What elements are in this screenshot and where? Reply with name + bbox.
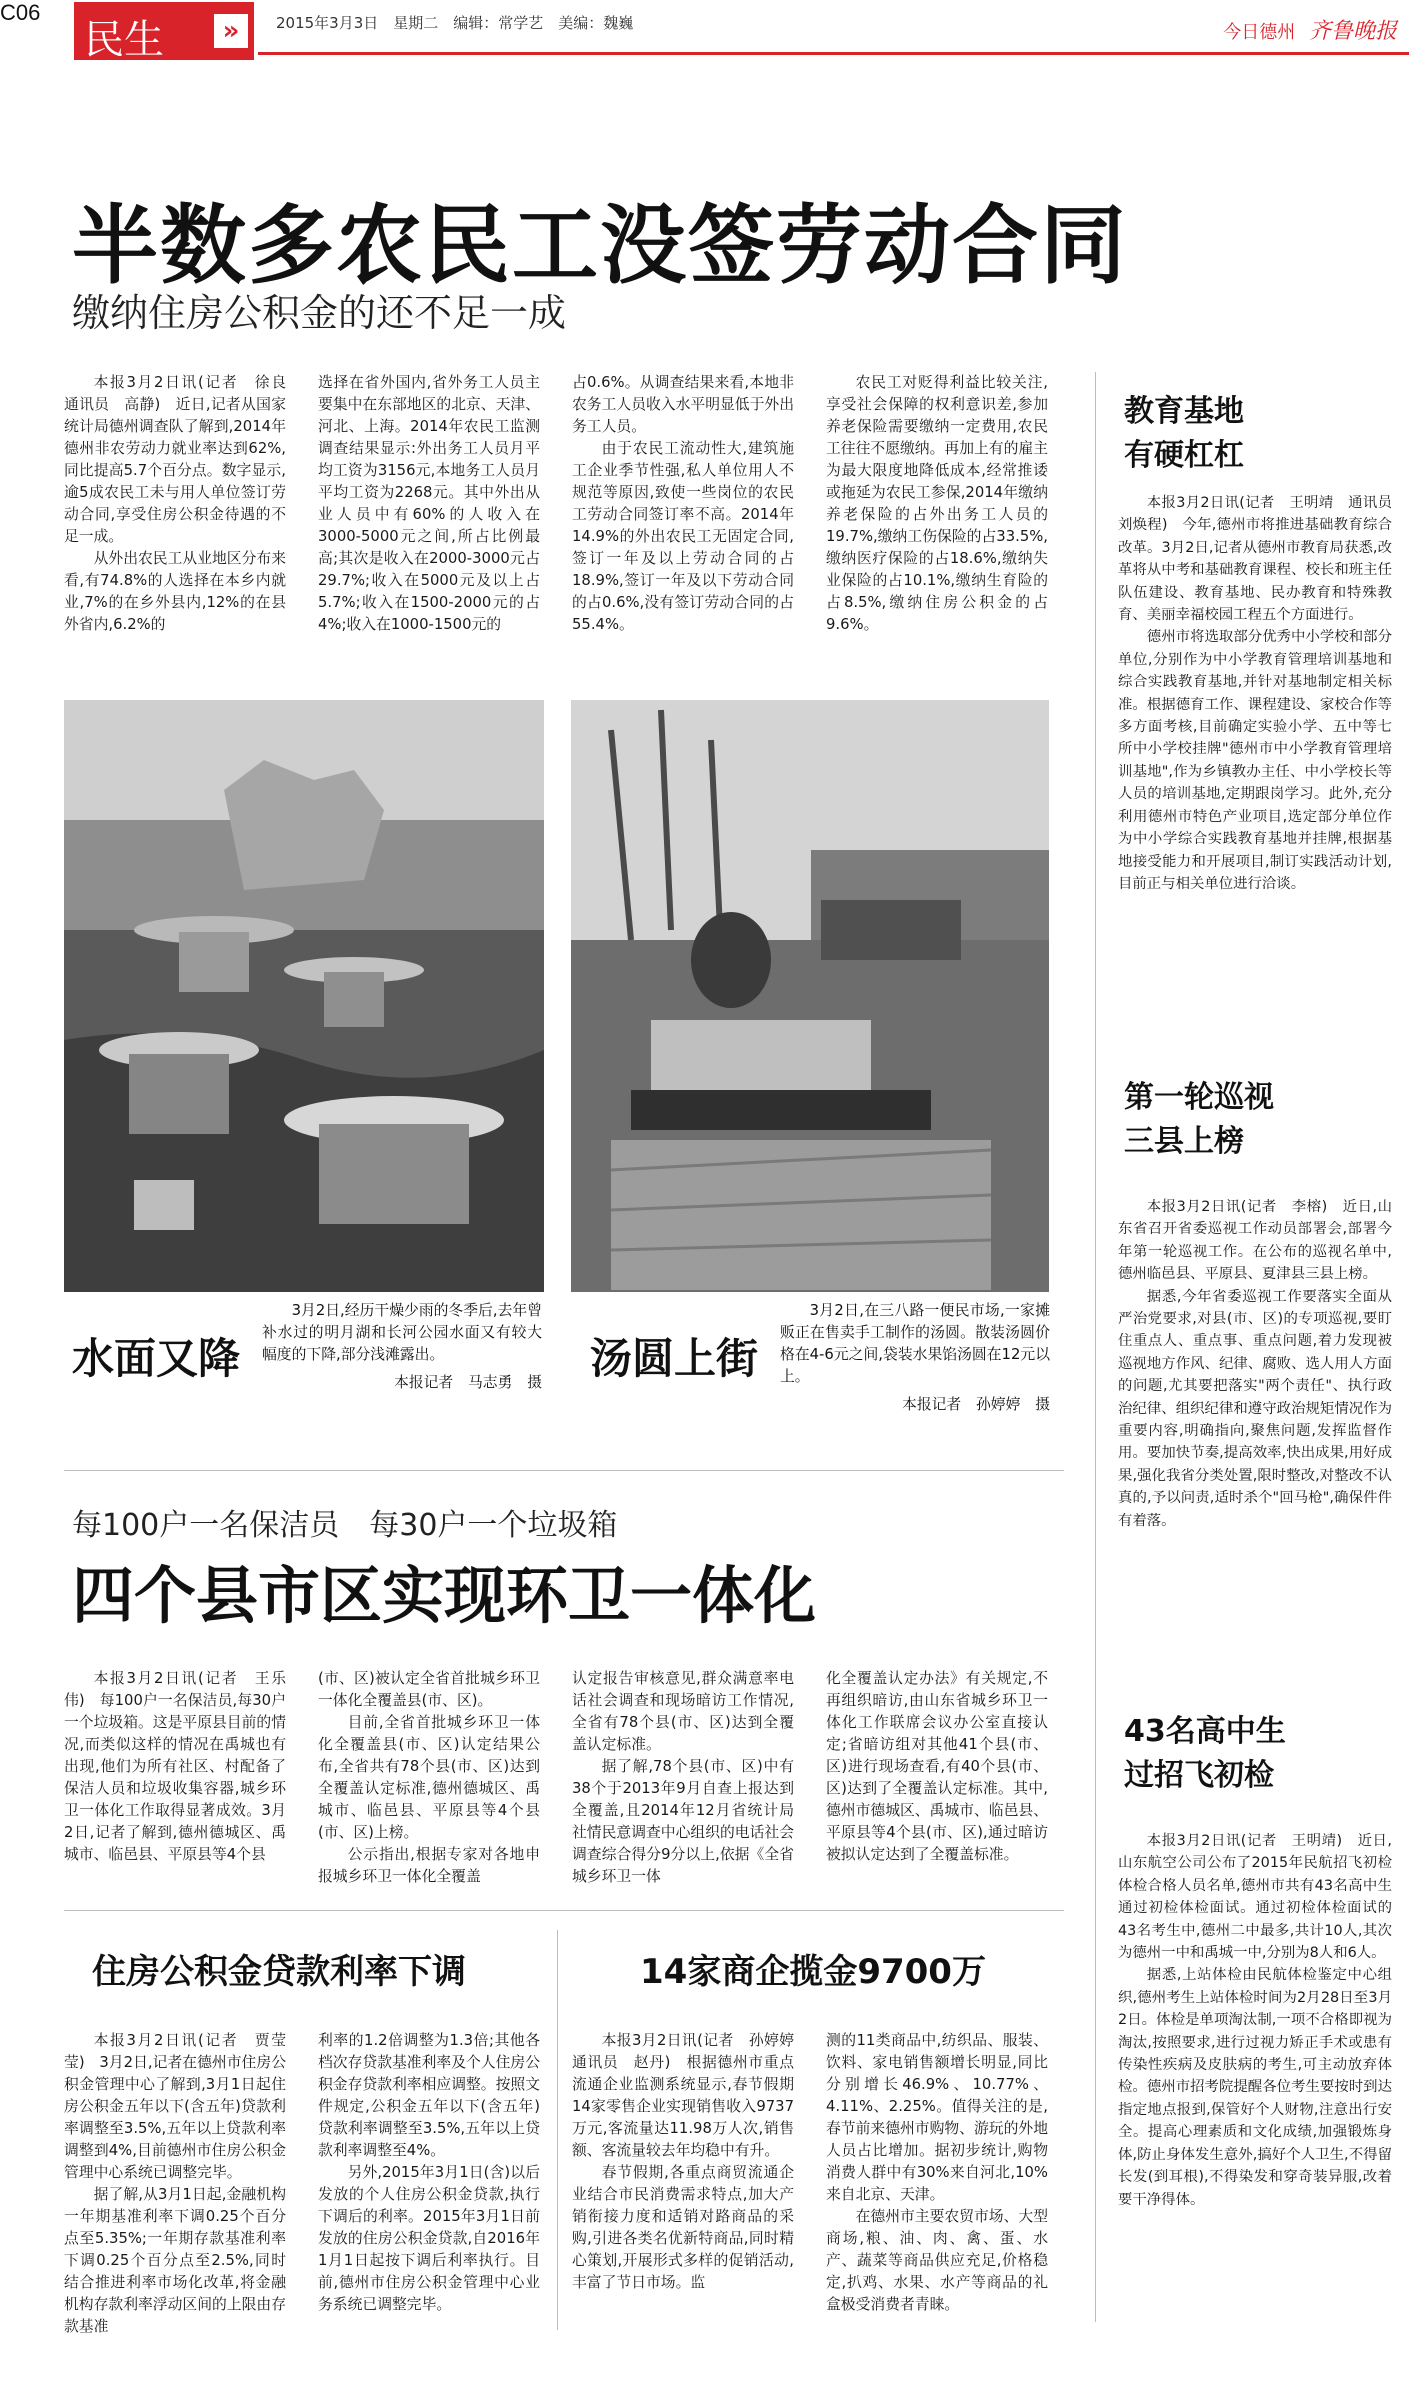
photo-caption xyxy=(780,1300,1050,1416)
story-headline: 14家商企揽金9700万 xyxy=(640,1952,986,1992)
paragraph: 由于农民工流动性大,建筑施工企业季节性强,私人单位用人不规范等原因,致使一些岗位的农民工劳动合同签订率不高。2014年14.9%的外出农民工无固定合同,签订一年及以上劳动合同的占18.9%,签订一年及以下劳动合同的占0.6%,没有签订劳动合同的占55.4%。 xyxy=(572,440,794,633)
page-number: C06 xyxy=(0,0,41,25)
photo-credit: 本报记者 马志勇 摄 xyxy=(394,1374,542,1391)
sidebar-headline xyxy=(1124,1710,1286,1798)
lead-column-2 xyxy=(318,372,540,636)
commerce-column-2 xyxy=(826,2030,1048,2316)
chevron-right-icon: » xyxy=(214,14,248,48)
paragraph: 本报3月2日讯(记者 贾莹莹) 3月2日,记者在德州市住房公积金管理中心了解到,3月1日起住房公积金五年以下(含五年)贷款利率调整至3.5%,五年以上贷款利率调整到4%,目前德州市住房公积金管理中心系统已调整完毕。 xyxy=(64,2032,286,2181)
paragraph: 据了解,78个县(市、区)中有38个于2013年9月自查上报达到全覆盖,且2014年12月省统计局社情民意调查中心组织的电话社会调查综合得分9分以上,依据《全省城乡环卫一体 xyxy=(572,1758,794,1885)
sanitation-column-4 xyxy=(826,1668,1048,1866)
paragraph: (市、区)被认定全省首批城乡环卫一体化全覆盖县(市、区)。 xyxy=(318,1670,540,1709)
headline-line: 43名高中生 xyxy=(1124,1714,1286,1749)
paragraph: 测的11类商品中,纺织品、服装、饮料、家电销售额增长明显,同比分别增长46.9%、10.77%、4.11%、2.25%。值得关注的是,春节前来德州市购物、游玩的外地人员占比增加。据初步统计,购物消费人群中有30%来自河北,10%来自北京、天津。 xyxy=(826,2032,1048,2203)
header-meta: 2015年3月3日 星期二 编辑：常学艺 美编：魏巍 xyxy=(276,14,634,32)
sanitation-column-1 xyxy=(64,1668,286,1866)
sanitation-column-2 xyxy=(318,1668,540,1888)
paragraph: 目前,全省首批城乡环卫一体化全覆盖县(市、区)认定结果公布,全省共有78个县(市、区)达到全覆盖认定标准,德州德城区、禹城市、临邑县、平原县等4个县(市、区)上榜。 xyxy=(318,1714,540,1841)
caption-text: 3月2日,在三八路一便民市场,一家摊贩正在售卖手工制作的汤圆。散装汤圆价格在4-6元之间,袋装水果馅汤圆在12元以上。 xyxy=(780,1302,1050,1385)
paragraph: 本报3月2日讯(记者 徐良 通讯员 高静) 近日,记者从国家统计局德州调查队了解到,2014年德州非农劳动力就业率达到62%,同比提高5.7个百分点。数字显示,逾5成农民工未与用人单位签订劳动合同,享受住房公积金待遇的不足一成。 xyxy=(64,374,301,545)
paragraph: 从外出农民工从业地区分布来看,有74.8%的人选择在本乡内就业,7%的在乡外县内,12%的在县外省内,6.2%的 xyxy=(64,550,286,633)
sidebar-headline xyxy=(1124,390,1244,478)
paragraph: 本报3月2日讯(记者 孙婷婷 通讯员 赵丹) 根据德州市重点流通企业监测系统显示,春节假期14家零售企业实现销售收入9737万元,客流量达11.98万人次,销售额、客流量较去年均稳中有升。 xyxy=(572,2032,809,2159)
photo-title: 汤圆上街 xyxy=(590,1334,759,1383)
photo-credit: 本报记者 孙婷婷 摄 xyxy=(902,1396,1050,1413)
paragraph: 认定报告审核意见,群众满意率电话社会调查和现场暗访工作情况,全省有78个县(市、区)达到全覆盖认定标准。 xyxy=(572,1670,794,1753)
lake-photo-illustration xyxy=(64,700,544,1292)
paragraph: 本报3月2日讯(记者 王明靖) 近日,山东航空公司公布了2015年民航招飞初检体检合格人员名单,德州市共有43名高中生通过初检体检面试。通过初检体检面试的43名考生中,德州二中最多,共计10人,其次为德州一中和禹城一中,分别为8人和6人。 xyxy=(1118,1833,1392,1962)
paragraph: 据悉,今年省委巡视工作要落实全面从严治党要求,对县(市、区)的专项巡视,要盯住重点人、重点事、重点问题,着力发现被巡视地方作风、纪律、腐败、选人用人方面的问题,尤其要把落实"两个责任"、执行政治纪律、组织纪律和遵守政治规矩情况作为重要内容,明确指向,聚焦问题,发挥监督作用。要加快节奏,提高效率,快出成果,用好成果,强化我省分类处置,限时整改,对整改不认真的,予以问责,适时杀个"回马枪",确保件件有着落。 xyxy=(1118,1288,1392,1529)
photo-market xyxy=(571,700,1049,1292)
sidebar-story-2 xyxy=(1118,1196,1392,1532)
masthead-logo: 齐鲁晚报 xyxy=(1308,19,1397,44)
headline-line: 有硬杠杠 xyxy=(1124,438,1244,473)
story-kicker: 每100户一名保洁员 每30户一个垃圾箱 xyxy=(72,1508,618,1543)
paragraph: 占0.6%。从调查结果来看,本地非农务工人员收入水平明显低于外出务工人员。 xyxy=(572,374,794,435)
paragraph: 德州市将选取部分优秀中小学校和部分单位,分别作为中小学教育管理培训基地和综合实践教育基地,并针对基地制定相关标准。根据德育工作、课程建设、家校合作等多方面考核,目前确定实验小学、五中等七所中小学校挂牌"德州市中小学教育管理培训基地",作为乡镇教办主任、中小学校长等人员的培训基地,定期跟岗学习。此外,充分利用德州市特色产业项目,选定部分单位作为中小学综合实践教育基地并挂牌,根据基地接受能力和开展项目,制订实践活动计划,目前正与相关单位进行洽谈。 xyxy=(1118,629,1392,892)
sidebar-story-1 xyxy=(1118,492,1407,895)
column-divider xyxy=(557,1930,558,2330)
page-title: 半数多农民工没签劳动合同 xyxy=(72,196,1128,296)
section-label: 民生 xyxy=(84,17,164,63)
sanitation-column-3 xyxy=(572,1668,794,1888)
paragraph: 在德州市主要农贸市场、大型商场,粮、油、肉、禽、蛋、水产、蔬菜等商品供应充足,价格稳定,扒鸡、水果、水产等商品的礼盒极受消费者青睐。 xyxy=(826,2208,1048,2313)
headline-line: 三县上榜 xyxy=(1124,1124,1244,1159)
masthead-label: 今日德州 xyxy=(1223,22,1296,43)
section-divider xyxy=(64,1910,1064,1911)
section-tag xyxy=(74,2,254,63)
lead-column-4 xyxy=(826,372,1048,636)
column-divider xyxy=(1095,372,1096,2322)
housing-column-2 xyxy=(318,2030,540,2316)
section-divider xyxy=(64,1470,1064,1471)
sidebar-story-3 xyxy=(1118,1830,1392,2211)
paragraph: 本报3月2日讯(记者 王明靖 通讯员 刘焕程) 今年,德州市将推进基础教育综合改革。3月2日,记者从德州市教育局获悉,改革将从中考和基础教育课程、校长和班主任队伍建设、教育基地、民办教育和特殊教育、美丽幸福校园工程五个方面进行。 xyxy=(1118,495,1407,624)
page-subtitle: 缴纳住房公积金的还不足一成 xyxy=(72,291,567,335)
paragraph: 春节假期,各重点商贸流通企业结合市民消费需求特点,加大产销衔接力度和适销对路商品的采购,引进各类名优新特商品,同时精心策划,开展形式多样的促销活动,丰富了节日市场。监 xyxy=(572,2164,794,2291)
paragraph: 选择在省外国内,省外务工人员主要集中在东部地区的北京、天津、河北、上海。2014年农民工监测调查结果显示:外出务工人员月平均工资为3156元,本地务工人员月平均工资为2268元。其中外出从业人员中有60%的人收入在3000-5000元之间,所占比例最高;其次是收入在2000-3000元占29.7%;收入在5000元及以上占5.7%;收入在1500-2000元的占4%;收入在1000-1500元的 xyxy=(318,374,540,633)
photo-caption xyxy=(262,1300,542,1394)
masthead xyxy=(1223,14,1397,45)
photo-lake xyxy=(64,700,544,1292)
paragraph: 化全覆盖认定办法》有关规定,不再组织暗访,由山东省城乡环卫一体化工作联席会议办公室直接认定;省暗访组对其他41个县(市、区)进行现场查看,有40个县(市、区)达到了全覆盖认定标准。其中,德州市德城区、禹城市、临邑县、平原县等4个县(市、区),通过暗访被拟认定达到了全覆盖标准。 xyxy=(826,1670,1048,1863)
paragraph: 公示指出,根据专家对各地申报城乡环卫一体化全覆盖 xyxy=(318,1846,540,1885)
headline-line: 第一轮巡视 xyxy=(1124,1080,1274,1115)
paragraph: 另外,2015年3月1日(含)以后发放的个人住房公积金贷款,执行下调后的利率。2015年3月1日前发放的住房公积金贷款,自2016年1月1日起按下调后利率执行。目前,德州市住房公积金管理中心业务系统已调整完毕。 xyxy=(318,2164,540,2313)
commerce-column-1 xyxy=(572,2030,809,2294)
story-headline: 四个县市区实现环卫一体化 xyxy=(72,1559,817,1632)
header-rule xyxy=(258,52,1409,55)
paragraph: 本报3月2日讯(记者 王乐伟) 每100户一名保洁员,每30户一个垃圾箱。这是平原县目前的情况,而类似这样的情况在禹城也有出现,他们为所有社区、村配备了保洁人员和垃圾收集容器,城乡环卫一体化工作取得显著成效。3月2日,记者了解到,德州德城区、禹城市、临邑县、平原县等4个县 xyxy=(64,1670,286,1863)
paragraph: 本报3月2日讯(记者 李榕) 近日,山东省召开省委巡视工作动员部署会,部署今年第一轮巡视工作。在公布的巡视名单中,德州临邑县、平原县、夏津县三县上榜。 xyxy=(1118,1199,1392,1283)
lead-column-1 xyxy=(64,372,301,636)
caption-text: 3月2日,经历干燥少雨的冬季后,去年曾补水过的明月湖和长河公园水面又有较大幅度的下降,部分浅滩露出。 xyxy=(262,1302,542,1363)
paragraph: 据悉,上站体检由民航体检鉴定中心组织,德州考生上站体检时间为2月28日至3月2日。体检是单项淘汰制,一项不合格即视为淘汰,按照要求,进行过视力矫正手术或患有传染性疾病及皮肤病的考生,可主动放弃体检。德州市招考院提醒各位考生要按时到达指定地点报到,保管好个人财物,注意出行安全。提高心理素质和文化成绩,加强锻炼身体,防止身体发生意外,搞好个人卫生,不得留长发(到耳根),不得染发和穿奇装异服,改着要干净得体。 xyxy=(1118,1967,1392,2208)
housing-column-1 xyxy=(64,2030,286,2338)
headline-line: 过招飞初检 xyxy=(1124,1758,1274,1793)
sidebar-headline xyxy=(1124,1076,1274,1164)
paragraph: 利率的1.2倍调整为1.3倍;其他各档次存贷款基准利率及个人住房公积金存贷款利率相应调整。按照文件规定,公积金五年以下(含五年)贷款利率调整至3.5%,五年以上贷款利率调整至4%。 xyxy=(318,2032,540,2159)
paragraph: 据了解,从3月1日起,金融机构一年期基准利率下调0.25个百分点至5.35%;一年期存款基准利率下调0.25个百分点至2.5%,同时结合推进利率市场化改革,将金融机构存款利率浮动区间的上限由存款基准 xyxy=(64,2186,286,2335)
story-headline: 住房公积金贷款利率下调 xyxy=(92,1952,466,1992)
photo-title: 水面又降 xyxy=(72,1334,241,1383)
lead-column-3 xyxy=(572,372,794,636)
headline-line: 教育基地 xyxy=(1124,394,1244,429)
market-photo-illustration xyxy=(571,700,1049,1292)
paragraph: 农民工对贬得利益比较关注,享受社会保障的权利意识差,参加养老保险需要缴纳一定费用,农民工往往不愿缴纳。再加上有的雇主为最大限度地降低成本,经常推诿或拖延为农民工参保,2014年缴纳养老保险的占外出务工人员的19.7%,缴纳工伤保险的占33.5%,缴纳医疗保险的占18.6%,缴纳失业保险的占10.1%,缴纳生育险的占8.5%,缴纳住房公积金的占9.6%。 xyxy=(826,374,1048,633)
